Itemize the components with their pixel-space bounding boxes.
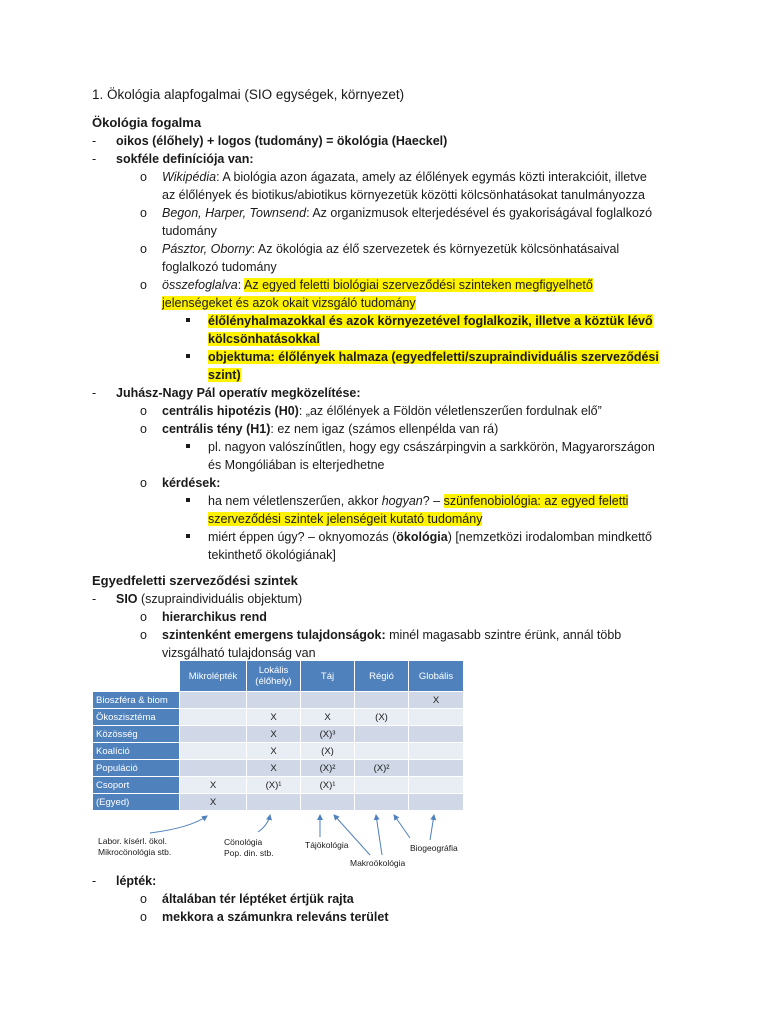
- diagram-label: Cönológia: [224, 837, 263, 847]
- highlighted-text: élőlényhalmazokkal és azok környezetével foglalkozik, illetve a köztük lévő: [208, 314, 653, 328]
- highlighted-text: Az egyed feletti biológiai szerveződési szinteken megfigyelhető: [244, 278, 593, 292]
- text-line: Juhász-Nagy Pál operatív megközelítése:: [116, 386, 361, 400]
- separator: :: [237, 278, 245, 292]
- circle-marker: o: [140, 476, 147, 490]
- diagram-label: Makroökológia: [350, 858, 406, 868]
- text-span: ha nem véletlenszerűen, akkor: [208, 494, 382, 508]
- table-cell: (X)³: [301, 726, 355, 743]
- bold-span: szintenként emergens tulajdonságok:: [162, 628, 390, 642]
- source-name: Begon, Harper, Townsend: [162, 206, 307, 220]
- arrow: [258, 815, 270, 832]
- column-header: Táj: [301, 661, 355, 692]
- bold-span: SIO: [116, 592, 138, 606]
- table-cell: X: [180, 777, 247, 794]
- circle-marker: o: [140, 278, 147, 292]
- circle-marker: o: [140, 170, 147, 184]
- table-cell: X: [247, 743, 301, 760]
- circle-marker: o: [140, 628, 147, 642]
- italic-span: hogyan: [381, 494, 423, 508]
- section-heading-szerv-szintek: Egyedfeletti szerveződési szintek: [92, 573, 298, 588]
- circle-marker: o: [140, 242, 147, 256]
- row-header: Populáció: [93, 760, 180, 777]
- arrow: [430, 815, 434, 840]
- text-line: hierarchikus rend: [162, 610, 267, 624]
- table-cell: (X)²: [355, 760, 409, 777]
- text-span: ? –: [422, 494, 444, 508]
- arrow: [394, 815, 410, 838]
- source-name: összefoglalva: [162, 278, 238, 292]
- column-header-line: Lokális: [258, 665, 289, 676]
- circle-marker: o: [140, 404, 147, 418]
- diagram-label: Tájökológia: [305, 840, 349, 850]
- text-line: tekinthető ökológiának]: [208, 548, 336, 562]
- dash-marker: -: [92, 134, 97, 148]
- bold-label: centrális hipotézis (H0): [162, 404, 299, 418]
- column-header: Mikrolépték: [180, 661, 247, 692]
- table-cell: (X)¹: [301, 777, 355, 794]
- text-line: foglalkozó tudomány: [162, 260, 277, 274]
- row-header: Bioszféra & biom: [93, 692, 180, 709]
- table-cell: X: [247, 709, 301, 726]
- text-line: oikos (élőhely) + logos (tudomány) = ökológia (Haeckel): [116, 134, 448, 148]
- table-cell: (X): [301, 743, 355, 760]
- column-header: Régió: [355, 661, 409, 692]
- highlighted-text: szünfenobiológia: az egyed feletti: [443, 494, 629, 508]
- table-cell: (X)²: [301, 760, 355, 777]
- bold-span: ökológia: [396, 530, 448, 544]
- circle-marker: o: [140, 892, 147, 906]
- circle-marker: o: [140, 610, 147, 624]
- diagram-label: Biogeográfia: [410, 843, 458, 853]
- text-line: mekkora a számunkra releváns terület: [162, 910, 389, 924]
- diagram-label: Mikrocönológia stb.: [98, 847, 172, 857]
- bold-label: centrális tény (H1): [162, 422, 271, 436]
- diagram-label: Pop. din. stb.: [224, 848, 274, 858]
- text-line: lépték:: [116, 874, 157, 888]
- highlighted-text: szint): [208, 368, 241, 382]
- section-heading-okologia-fogalma: Ökológia fogalma: [92, 115, 202, 130]
- source-name: Wikipédia: [162, 170, 217, 184]
- text-span: ) [nemzetközi irodalomban mindkettő: [447, 530, 652, 544]
- text-span: miért éppen úgy? – oknyomozás (: [208, 530, 397, 544]
- definition-text: : Az organizmusok elterjedésével és gyakoriságával foglalkozó: [306, 206, 653, 220]
- circle-marker: o: [140, 206, 147, 220]
- table-cell: X: [247, 760, 301, 777]
- circle-marker: o: [140, 910, 147, 924]
- text-line: kérdések:: [162, 476, 221, 490]
- arrow: [376, 815, 382, 855]
- source-name: Pásztor, Oborny: [162, 242, 252, 256]
- table-cell: (X): [355, 709, 409, 726]
- text-line: tudomány: [162, 224, 217, 238]
- text-span: : „az élőlények a Földön véletlenszerűen fordulnak elő”: [298, 404, 602, 418]
- row-header: Koalíció: [93, 743, 180, 760]
- row-header: (Egyed): [93, 794, 180, 811]
- table-cell: X: [409, 692, 464, 709]
- definition-text: : Az ökológia az élő szervezetek és környezetük kölcsönhatásaival: [251, 242, 620, 256]
- diagram-label: Labor. kísérl. ökol.: [98, 836, 167, 846]
- arrow: [150, 816, 207, 833]
- definition-text: : A biológia azon ágazata, amely az élőlények egymás közti interakcióit, illetve: [216, 170, 647, 184]
- text-span: : ez nem igaz (számos ellenpélda van rá): [270, 422, 499, 436]
- text-line: pl. nagyon valószínűtlen, hogy egy császárpingvin a sarkkörön, Magyarországon: [208, 440, 655, 454]
- text-line: az élőlények és biotikus/abiotikus környezetük közötti kölcsönhatásokat tanulmányozza: [162, 188, 645, 202]
- table-cell: X: [180, 794, 247, 811]
- text-span: minél magasabb szintre érünk, annál több: [389, 628, 622, 642]
- text-span: (szupraindividuális objektum): [137, 592, 303, 606]
- table-cell: (X)¹: [247, 777, 301, 794]
- dash-marker: -: [92, 386, 97, 400]
- circle-marker: o: [140, 422, 147, 436]
- highlighted-text: objektuma: élőlények halmaza (egyedfeletti/szupraindividuális szerveződési: [208, 350, 659, 364]
- dash-marker: -: [92, 152, 97, 166]
- text-line: és Mongóliában is elterjedhetne: [208, 458, 385, 472]
- highlighted-text: szerveződési szintek jelenségeit kutató tudomány: [208, 512, 483, 526]
- row-header: Csoport: [93, 777, 180, 794]
- text-line: sokféle definíciója van:: [116, 152, 254, 166]
- dash-marker: -: [92, 592, 97, 606]
- table-cell: X: [301, 709, 355, 726]
- row-header: Ökoszisztéma: [93, 709, 180, 726]
- column-header-line: (élőhely): [255, 676, 292, 687]
- dash-marker: -: [92, 874, 97, 888]
- row-header: Közösség: [93, 726, 180, 743]
- text-line: vizsgálható tulajdonság van: [162, 646, 316, 660]
- column-header: Globális: [409, 661, 464, 692]
- highlighted-text: kölcsönhatásokkal: [208, 332, 320, 346]
- text-line: általában tér léptéket értjük rajta: [162, 892, 354, 906]
- page-title: 1. Ökológia alapfogalmai (SIO egységek, környezet): [92, 87, 405, 102]
- highlighted-text: jelenségeket és azok okait vizsgáló tudomány: [162, 296, 416, 310]
- table-cell: X: [247, 726, 301, 743]
